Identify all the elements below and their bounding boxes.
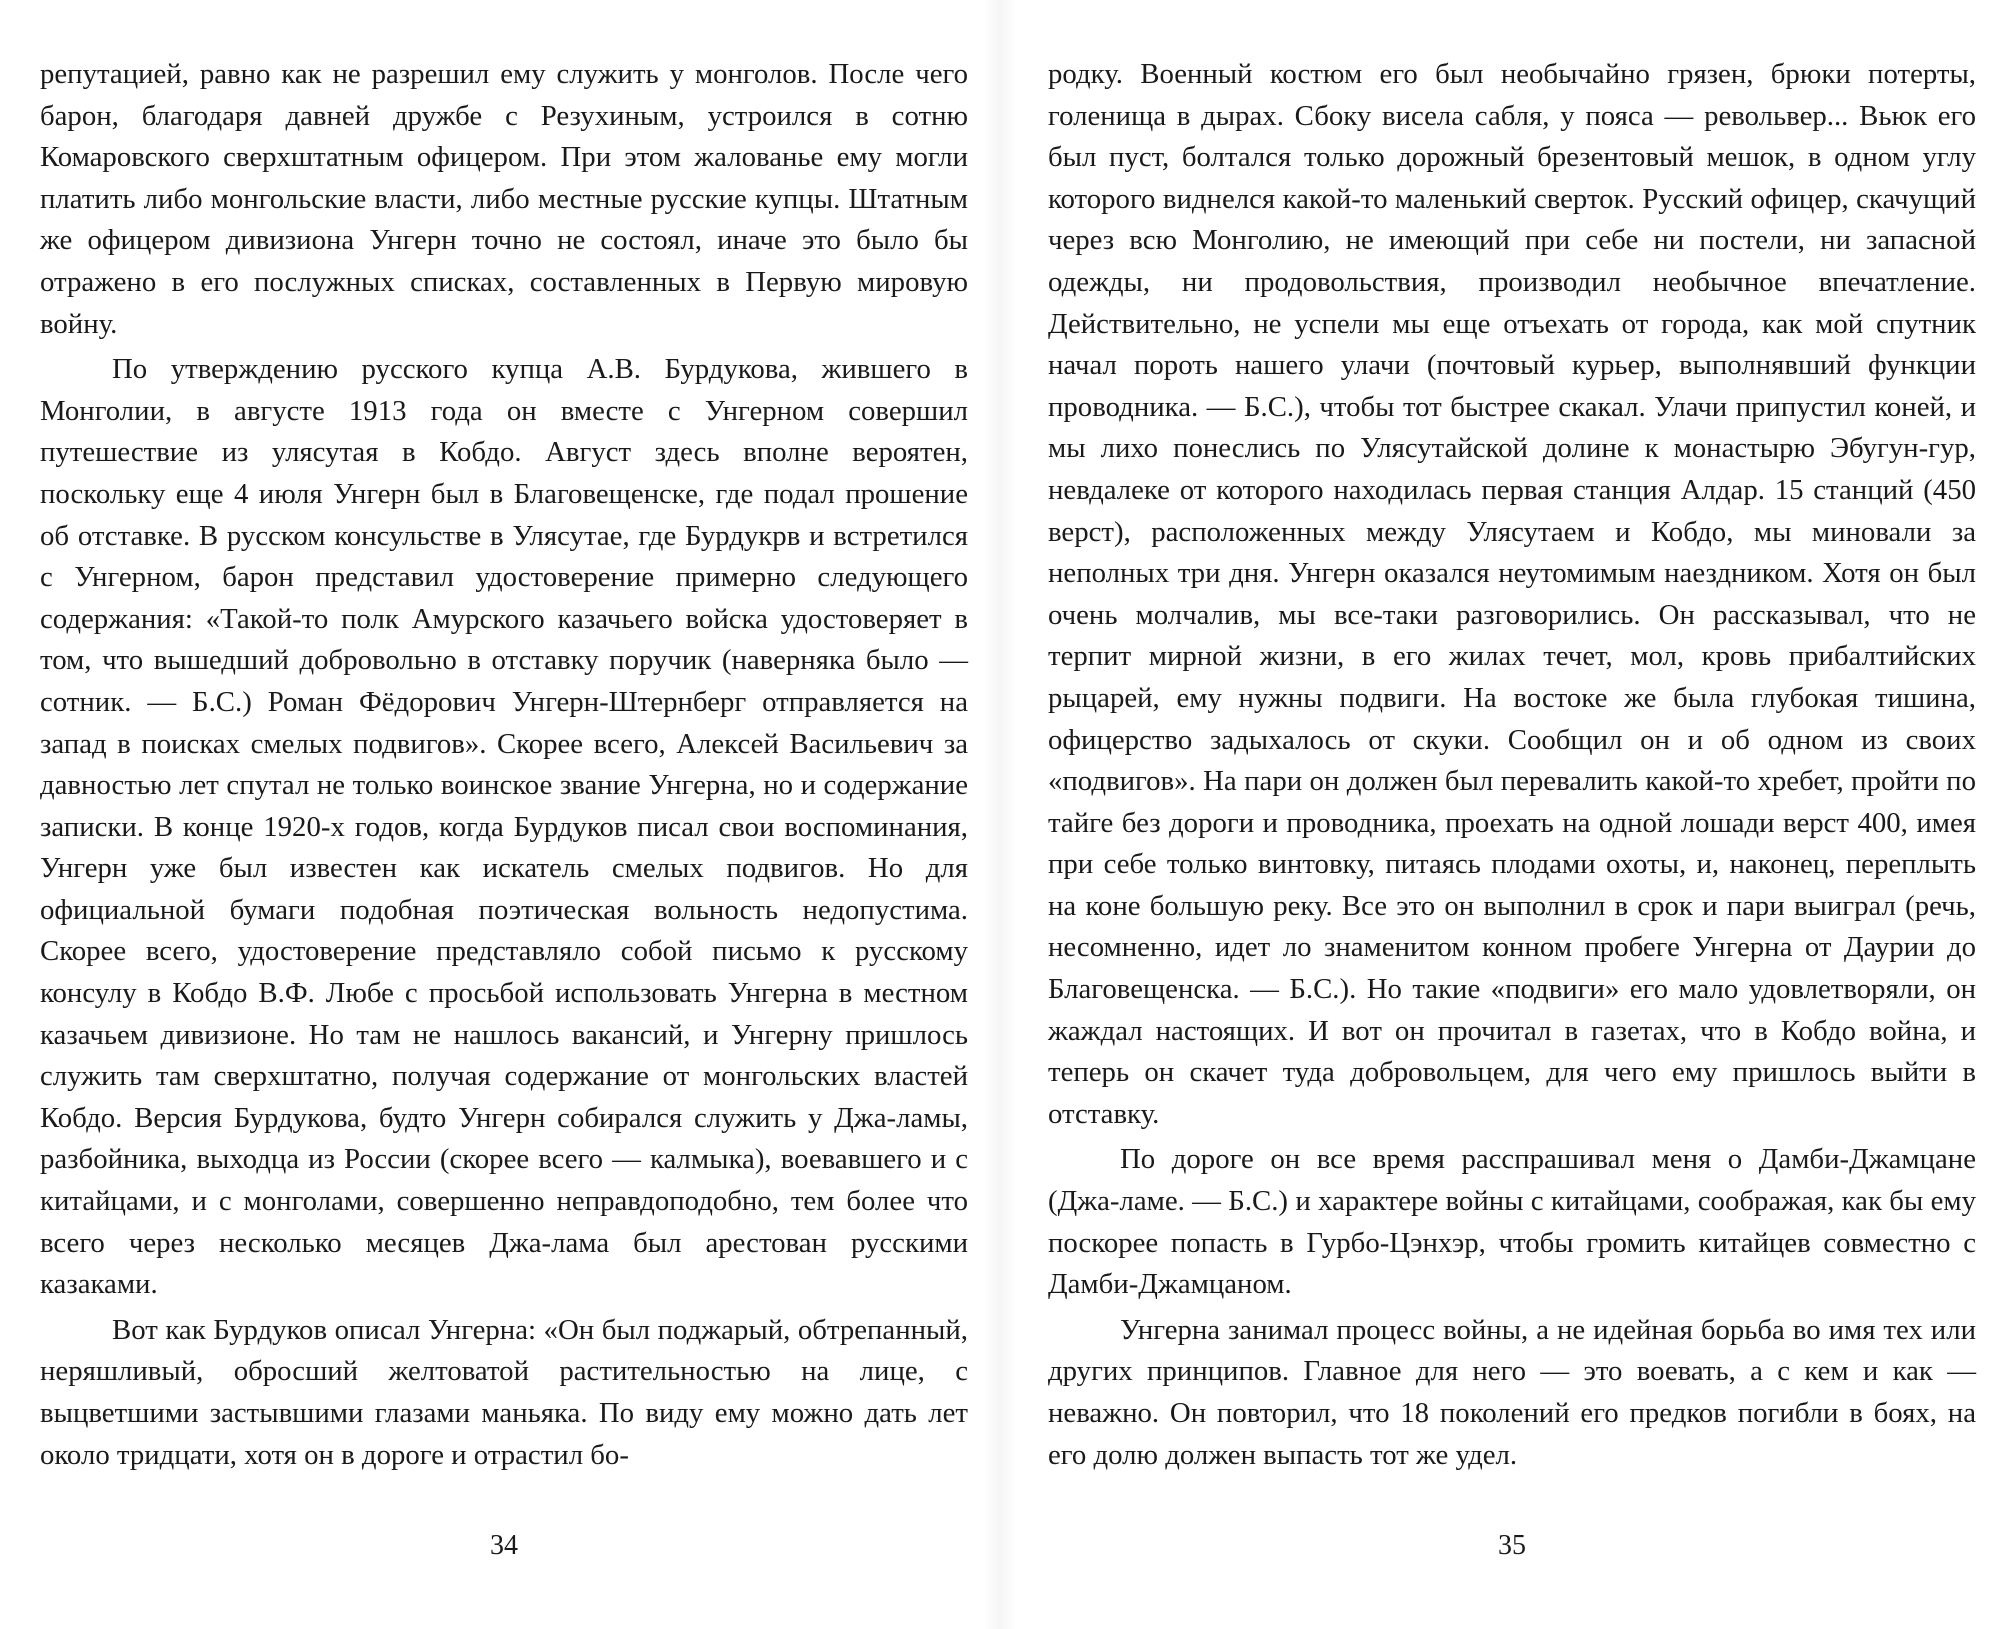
right-page-number: 35	[1498, 1530, 1526, 1561]
right-page-body	[1048, 54, 1976, 1476]
right-page	[1048, 54, 1976, 1561]
left-page	[40, 54, 968, 1561]
right-paragraph-2: По дороге он все время расспрашивал меня о Дамби-Джамцане (Джа-ламе. — Б.С.) и характере войны с китайцами, соображая, как бы ему поскорее попасть в Гурбо-Цэнхэр, чтобы громить китайцев совместно с Дамби-Джамцаном.	[1048, 1143, 1976, 1301]
left-paragraph-3: Вот как Бурдуков описал Унгерна: «Он был поджарый, обтрепанный, неряшливый, обросший желтоватой растительностью на лице, с выцветшими застывшими глазами маньяка. По виду ему можно дать лет около тридцати, хотя он в дороге и отрастил бо-	[40, 1313, 968, 1471]
left-paragraph-1: репутацией, равно как не разрешил ему служить у монголов. После чего барон, благодаря давней дружбе с Резухиным, устроился в сотню Комаровского сверхштатным офицером. При этом жалованье ему могли платить либо монгольские власти, либо местные русские купцы. Штатным же офицером дивизиона Унгерн точно не состоял, иначе это было бы отражено в его послужных списках, составленных в Первую мировую войну.	[40, 58, 968, 340]
left-paragraph-2: По утверждению русского купца А.В. Бурдукова, жившего в Монголии, в августе 1913 года он вместе с Унгерном совершил путешествие из улясутая в Кобдо. Август здесь вполне вероятен, поскольку еще 4 июля Унгерн был в Благовещенске, где подал прошение об отставке. В русском консульстве в Улясутае, где Бурдукрв и встретился с Унгерном, барон представил удостоверение примерно следующего содержания: «Такой-то полк Амурского казачьего войска удостоверяет в том, что вышедший добровольно в отставку поручик (наверняка было — сотник. — Б.С.) Роман Фёдорович Унгерн-Штернберг отправляется на запад в поисках смелых подвигов». Скорее всего, Алексей Васильевич за давностью лет спутал не только воинское звание Унгерна, но и содержание записки. В конце 1920-х годов, когда Бурдуков писал свои воспоминания, Унгерн уже был известен как искатель смелых подвигов. Но для официальной бумаги подобная поэтическая вольность недопустима. Скорее всего, удостоверение представляло собой письмо к русскому консулу в Кобдо В.Ф. Любе с просьбой использовать Унгерна в местном казачьем дивизионе. Но там не нашлось вакансий, и Унгерну пришлось служить там сверхштатно, получая содержание от монгольских властей Кобдо. Версия Бурдукова, будто Унгерн собирался служить у Джа-ламы, разбойника, выходца из России (скорее всего — калмыка), воевавшего и с китайцами, и с монголами, совершенно неправдоподобно, тем более что всего через несколько месяцев Джа-лама был арестован русскими казаками.	[40, 353, 968, 1301]
left-page-number: 34	[490, 1530, 518, 1561]
right-paragraph-3: Унгерна занимал процесс войны, а не идейная борьба во имя тех или других принципов. Главное для него — это воевать, а с кем и как — неважно. Он повторил, что 18 поколений его предков погибли в боях, на его долю должен выпасть тот же удел.	[1048, 1313, 1976, 1471]
left-page-body	[40, 54, 968, 1476]
gutter-shadow	[982, 0, 1018, 1629]
right-paragraph-1: родку. Военный костюм его был необычайно грязен, брюки потерты, голенища в дырах. Сбоку висела сабля, у пояса — револьвер... Вьюк его был пуст, болтался только дорожный брезентовый мешок, в одном углу которого виднелся какой-то маленький сверток. Русский офицер, скачущий через всю Монголию, не имеющий при себе ни постели, ни запасной одежды, ни продовольствия, производил необычное впечатление. Действительно, не успели мы еще отъехать от города, как мой спутник начал пороть нашего улачи (почтовый курьер, выполнявший функции проводника. — Б.С.), чтобы тот быстрее скакал. Улачи припустил коней, и мы лихо понеслись по Улясутайской долине к монастырю Эбугун-гур, невдалеке от которого находилась первая станция Алдар. 15 станций (450 верст), расположенных между Улясутаем и Кобдо, мы миновали за неполных три дня. Унгерн оказался неутомимым наездником. Хотя он был очень молчалив, мы все-таки разговорились. Он рассказывал, что не терпит мирной жизни, в его жилах течет, мол, кровь прибалтийских рыцарей, ему нужны подвиги. На востоке же была глубокая тишина, офицерство задыхалось от скуки. Сообщил он и об одном из своих «подвигов». На пари он должен был перевалить какой-то хребет, пройти по тайге без дороги и проводника, проехать на одной лошади верст 400, имея при себе только винтовку, питаясь плодами охоты, и, наконец, переплыть на коне большую реку. Все это он выполнил в срок и пари выиграл (речь, несомненно, идет ло знаменитом конном пробеге Унгерна от Даурии до Благовещенска. — Б.С.). Но такие «подвиги» его мало удовлетворяли, он жаждал настоящих. И вот он прочитал в газетах, что в Кобдо война, и теперь он скачет туда добровольцем, для чего ему пришлось выйти в отставку.	[1048, 58, 1976, 1130]
